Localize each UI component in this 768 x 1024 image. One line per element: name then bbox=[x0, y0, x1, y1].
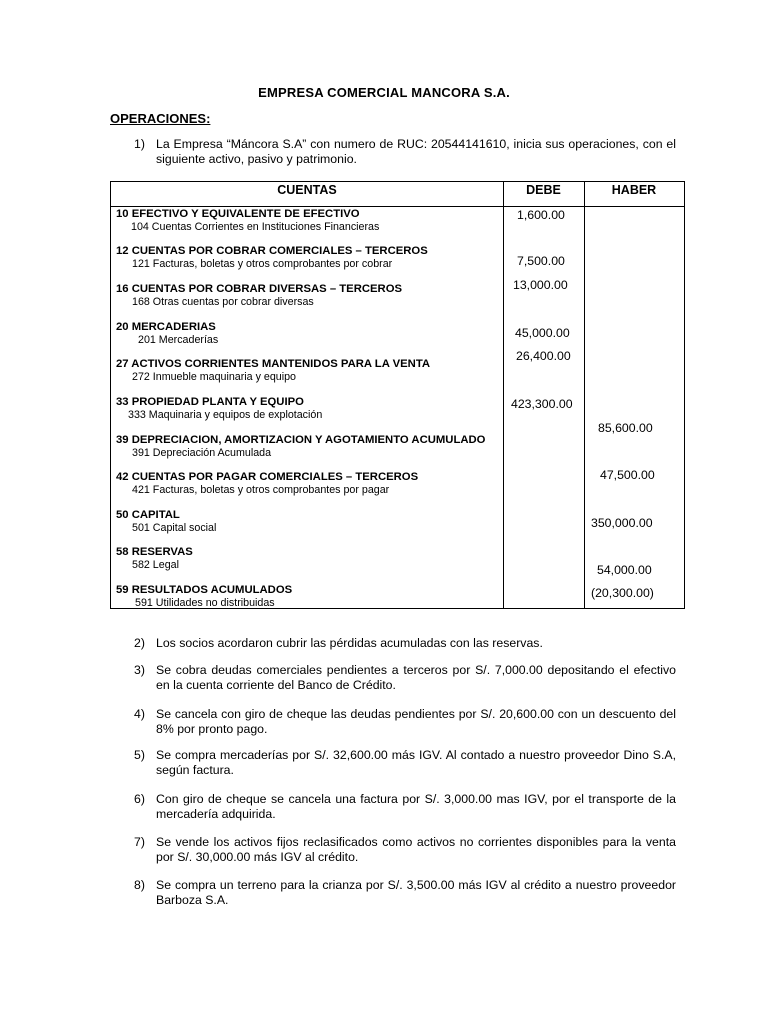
operation-number: 8) bbox=[134, 878, 145, 892]
operation-text: Se compra mercaderías por S/. 32,600.00 más IGV. Al contado a nuestro proveedor Dino S.A, según factura. bbox=[156, 748, 676, 777]
debit-amount: 45,000.00 bbox=[515, 326, 570, 340]
credit-amount: 85,600.00 bbox=[598, 421, 653, 435]
account-row bbox=[116, 584, 506, 610]
header-credit: HABER bbox=[611, 183, 657, 197]
account-row bbox=[116, 245, 506, 271]
account-row bbox=[116, 358, 506, 384]
subaccount-name: 391 Depreciación Acumulada bbox=[132, 447, 272, 459]
operation-number: 2) bbox=[134, 636, 145, 650]
operation-text: La Empresa “Máncora S.A” con numero de RUC: 20544141610, inicia sus operaciones, con el siguiente activo, pasivo y patrimonio. bbox=[156, 137, 676, 166]
operation-4 bbox=[134, 707, 676, 737]
header-divider bbox=[111, 206, 684, 207]
operation-text: Se vende los activos fijos reclasificados como activos no corrientes disponibles para la venta por S/. 30,000.00 más IGV al crédito. bbox=[156, 835, 676, 864]
operation-number: 7) bbox=[134, 835, 145, 849]
subaccount-name: 421 Facturas, boletas y otros comprobantes por pagar bbox=[132, 484, 390, 496]
operation-3 bbox=[134, 663, 676, 693]
subaccount-name: 591 Utilidades no distribuidas bbox=[135, 597, 275, 609]
operation-text: Los socios acordaron cubrir las pérdidas acumuladas con las reservas. bbox=[156, 636, 543, 650]
account-row bbox=[116, 546, 506, 572]
account-name: 39 DEPRECIACION, AMORTIZACION Y AGOTAMIENTO ACUMULADO bbox=[116, 434, 486, 446]
operation-number: 3) bbox=[134, 663, 145, 677]
debit-amount: 423,300.00 bbox=[511, 397, 573, 411]
debit-amount: 1,600.00 bbox=[517, 208, 565, 222]
account-name: 58 RESERVAS bbox=[116, 546, 193, 558]
account-name: 16 CUENTAS POR COBRAR DIVERSAS – TERCEROS bbox=[116, 283, 403, 295]
operations-heading: OPERACIONES: bbox=[110, 111, 211, 126]
account-row bbox=[116, 509, 506, 535]
operation-text: Se cobra deudas comerciales pendientes a terceros por S/. 7,000.00 depositando el efectivo en la cuenta corriente del Banco de Crédito. bbox=[156, 663, 676, 692]
subaccount-name: 201 Mercaderías bbox=[138, 334, 219, 346]
account-row bbox=[116, 396, 506, 422]
operation-text: Con giro de cheque se cancela una factura por S/. 3,000.00 mas IGV, por el transporte de la mercadería adquirida. bbox=[156, 792, 676, 821]
operation-number: 1) bbox=[134, 137, 145, 151]
operation-2 bbox=[134, 636, 676, 651]
operation-1 bbox=[134, 137, 676, 167]
account-name: 59 RESULTADOS ACUMULADOS bbox=[116, 584, 293, 596]
subaccount-name: 168 Otras cuentas por cobrar diversas bbox=[132, 296, 314, 308]
header-debit: DEBE bbox=[526, 183, 561, 197]
account-name: 10 EFECTIVO Y EQUIVALENTE DE EFECTIVO bbox=[116, 208, 360, 220]
credit-amount: 54,000.00 bbox=[597, 563, 652, 577]
account-name: 20 MERCADERIAS bbox=[116, 321, 216, 333]
ledger-table bbox=[110, 181, 685, 609]
operation-number: 5) bbox=[134, 748, 145, 762]
account-row bbox=[116, 434, 506, 460]
subaccount-name: 582 Legal bbox=[132, 559, 179, 571]
operation-7 bbox=[134, 835, 676, 865]
operation-text: Se compra un terreno para la crianza por S/. 3,500.00 más IGV al crédito a nuestro proveedor Barboza S.A. bbox=[156, 878, 676, 907]
credit-amount: 47,500.00 bbox=[600, 468, 655, 482]
operation-8 bbox=[134, 878, 676, 908]
debit-amount: 26,400.00 bbox=[516, 349, 571, 363]
header-accounts: CUENTAS bbox=[277, 183, 337, 197]
account-name: 50 CAPITAL bbox=[116, 509, 180, 521]
account-name: 12 CUENTAS POR COBRAR COMERCIALES – TERCEROS bbox=[116, 245, 428, 257]
subaccount-name: 104 Cuentas Corrientes en Instituciones Financieras bbox=[131, 221, 380, 233]
account-name: 27 ACTIVOS CORRIENTES MANTENIDOS PARA LA VENTA bbox=[116, 358, 431, 370]
account-row bbox=[116, 321, 506, 347]
debit-amount: 7,500.00 bbox=[517, 254, 565, 268]
account-row bbox=[116, 471, 506, 497]
operation-6 bbox=[134, 792, 676, 822]
credit-amount: 350,000.00 bbox=[591, 516, 653, 530]
debit-amount: 13,000.00 bbox=[513, 278, 568, 292]
operation-number: 6) bbox=[134, 792, 145, 806]
operation-5 bbox=[134, 748, 676, 778]
subaccount-name: 121 Facturas, boletas y otros comprobantes por cobrar bbox=[132, 258, 393, 270]
account-name: 42 CUENTAS POR PAGAR COMERCIALES – TERCEROS bbox=[116, 471, 419, 483]
credit-amount: (20,300.00) bbox=[591, 586, 654, 600]
account-row bbox=[116, 283, 506, 309]
subaccount-name: 333 Maquinaria y equipos de explotación bbox=[128, 409, 323, 421]
operation-text: Se cancela con giro de cheque las deudas pendientes por S/. 20,600.00 con un descuento del 8% por pronto pago. bbox=[156, 707, 676, 736]
column-divider bbox=[584, 182, 585, 608]
subaccount-name: 272 Inmueble maquinaria y equipo bbox=[132, 371, 296, 383]
subaccount-name: 501 Capital social bbox=[132, 522, 217, 534]
account-row bbox=[116, 208, 506, 234]
document-title: EMPRESA COMERCIAL MANCORA S.A. bbox=[258, 85, 510, 100]
operation-number: 4) bbox=[134, 707, 145, 721]
account-name: 33 PROPIEDAD PLANTA Y EQUIPO bbox=[116, 396, 304, 408]
